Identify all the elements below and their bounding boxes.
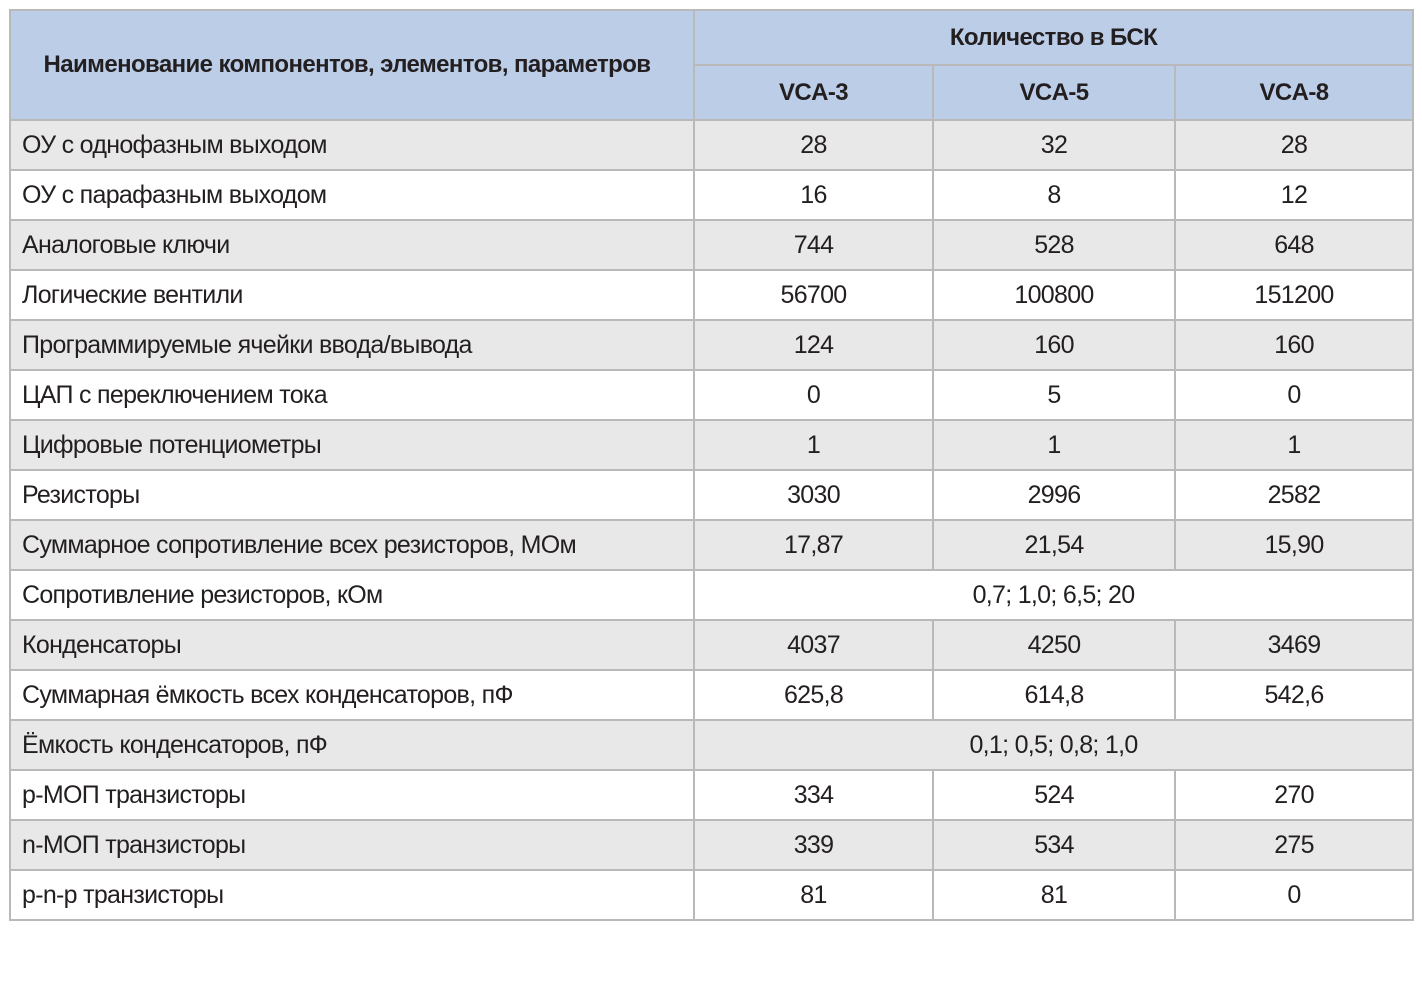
row-value-vca5: 5 [933, 370, 1175, 420]
row-value-vca5: 21,54 [933, 520, 1175, 570]
row-value-vca8: 270 [1175, 770, 1413, 820]
header-name-column: Наименование компонентов, элементов, параметров [10, 10, 694, 120]
header-group-quantity: Количество в БСК [694, 10, 1413, 65]
table-row [10, 870, 1413, 920]
row-name-cell: Ёмкость конденсаторов, пФ [10, 720, 694, 770]
row-value-vca3: 1 [694, 420, 933, 470]
row-value-vca5: 614,8 [933, 670, 1175, 720]
row-value-vca3: 124 [694, 320, 933, 370]
row-value-vca3: 744 [694, 220, 933, 270]
row-name-cell: Программируемые ячейки ввода/вывода [10, 320, 694, 370]
table-row [10, 620, 1413, 670]
row-value-vca8: 15,90 [1175, 520, 1413, 570]
row-value-vca5: 524 [933, 770, 1175, 820]
row-value-vca5: 2996 [933, 470, 1175, 520]
table-row [10, 470, 1413, 520]
row-value-vca5: 8 [933, 170, 1175, 220]
row-name-cell: ЦАП с переключением тока [10, 370, 694, 420]
row-name-cell: n-МОП транзисторы [10, 820, 694, 870]
row-name-cell: Цифровые потенциометры [10, 420, 694, 470]
row-name-cell: p-МОП транзисторы [10, 770, 694, 820]
row-value-vca3: 81 [694, 870, 933, 920]
row-value-vca3: 334 [694, 770, 933, 820]
row-value-vca8: 1 [1175, 420, 1413, 470]
row-value-vca8: 12 [1175, 170, 1413, 220]
row-value-vca8: 2582 [1175, 470, 1413, 520]
row-value-vca5: 100800 [933, 270, 1175, 320]
row-name-cell: Аналоговые ключи [10, 220, 694, 270]
row-value-vca8: 151200 [1175, 270, 1413, 320]
row-name-cell: p-n-p транзисторы [10, 870, 694, 920]
table-row [10, 420, 1413, 470]
row-name-cell: Суммарное сопротивление всех резисторов, МОм [10, 520, 694, 570]
table-row [10, 570, 1413, 620]
row-merged-value-cell: 0,7; 1,0; 6,5; 20 [694, 570, 1413, 620]
row-value-vca3: 3030 [694, 470, 933, 520]
table-row [10, 820, 1413, 870]
row-value-vca8: 160 [1175, 320, 1413, 370]
row-name-cell: ОУ с парафазным выходом [10, 170, 694, 220]
row-value-vca5: 1 [933, 420, 1175, 470]
row-name-cell: Конденсаторы [10, 620, 694, 670]
row-value-vca3: 0 [694, 370, 933, 420]
row-value-vca8: 28 [1175, 120, 1413, 170]
table-row [10, 370, 1413, 420]
row-value-vca5: 4250 [933, 620, 1175, 670]
table-row [10, 720, 1413, 770]
row-value-vca8: 0 [1175, 370, 1413, 420]
row-value-vca3: 56700 [694, 270, 933, 320]
header-column-vca3: VCA-3 [694, 65, 933, 120]
row-value-vca5: 32 [933, 120, 1175, 170]
row-value-vca8: 542,6 [1175, 670, 1413, 720]
table-row [10, 170, 1413, 220]
table-row [10, 520, 1413, 570]
row-value-vca3: 28 [694, 120, 933, 170]
row-value-vca3: 16 [694, 170, 933, 220]
row-value-vca3: 625,8 [694, 670, 933, 720]
row-value-vca5: 534 [933, 820, 1175, 870]
row-value-vca5: 81 [933, 870, 1175, 920]
row-merged-value-cell: 0,1; 0,5; 0,8; 1,0 [694, 720, 1413, 770]
row-name-cell: Резисторы [10, 470, 694, 520]
table-row [10, 120, 1413, 170]
row-name-cell: Суммарная ёмкость всех конденсаторов, пФ [10, 670, 694, 720]
row-name-cell: Логические вентили [10, 270, 694, 320]
table-row [10, 670, 1413, 720]
table-body [10, 120, 1413, 920]
row-value-vca8: 0 [1175, 870, 1413, 920]
row-value-vca5: 160 [933, 320, 1175, 370]
row-name-cell: ОУ с однофазным выходом [10, 120, 694, 170]
row-value-vca3: 339 [694, 820, 933, 870]
components-table-container [9, 9, 1414, 921]
table-row [10, 220, 1413, 270]
row-name-cell: Сопротивление резисторов, кОм [10, 570, 694, 620]
table-row [10, 270, 1413, 320]
table-row [10, 770, 1413, 820]
row-value-vca5: 528 [933, 220, 1175, 270]
header-column-vca8: VCA-8 [1175, 65, 1413, 120]
header-column-vca5: VCA-5 [933, 65, 1175, 120]
row-value-vca8: 648 [1175, 220, 1413, 270]
components-table [9, 9, 1414, 921]
row-value-vca8: 275 [1175, 820, 1413, 870]
table-header [10, 10, 1413, 120]
table-row [10, 320, 1413, 370]
row-value-vca8: 3469 [1175, 620, 1413, 670]
row-value-vca3: 4037 [694, 620, 933, 670]
row-value-vca3: 17,87 [694, 520, 933, 570]
